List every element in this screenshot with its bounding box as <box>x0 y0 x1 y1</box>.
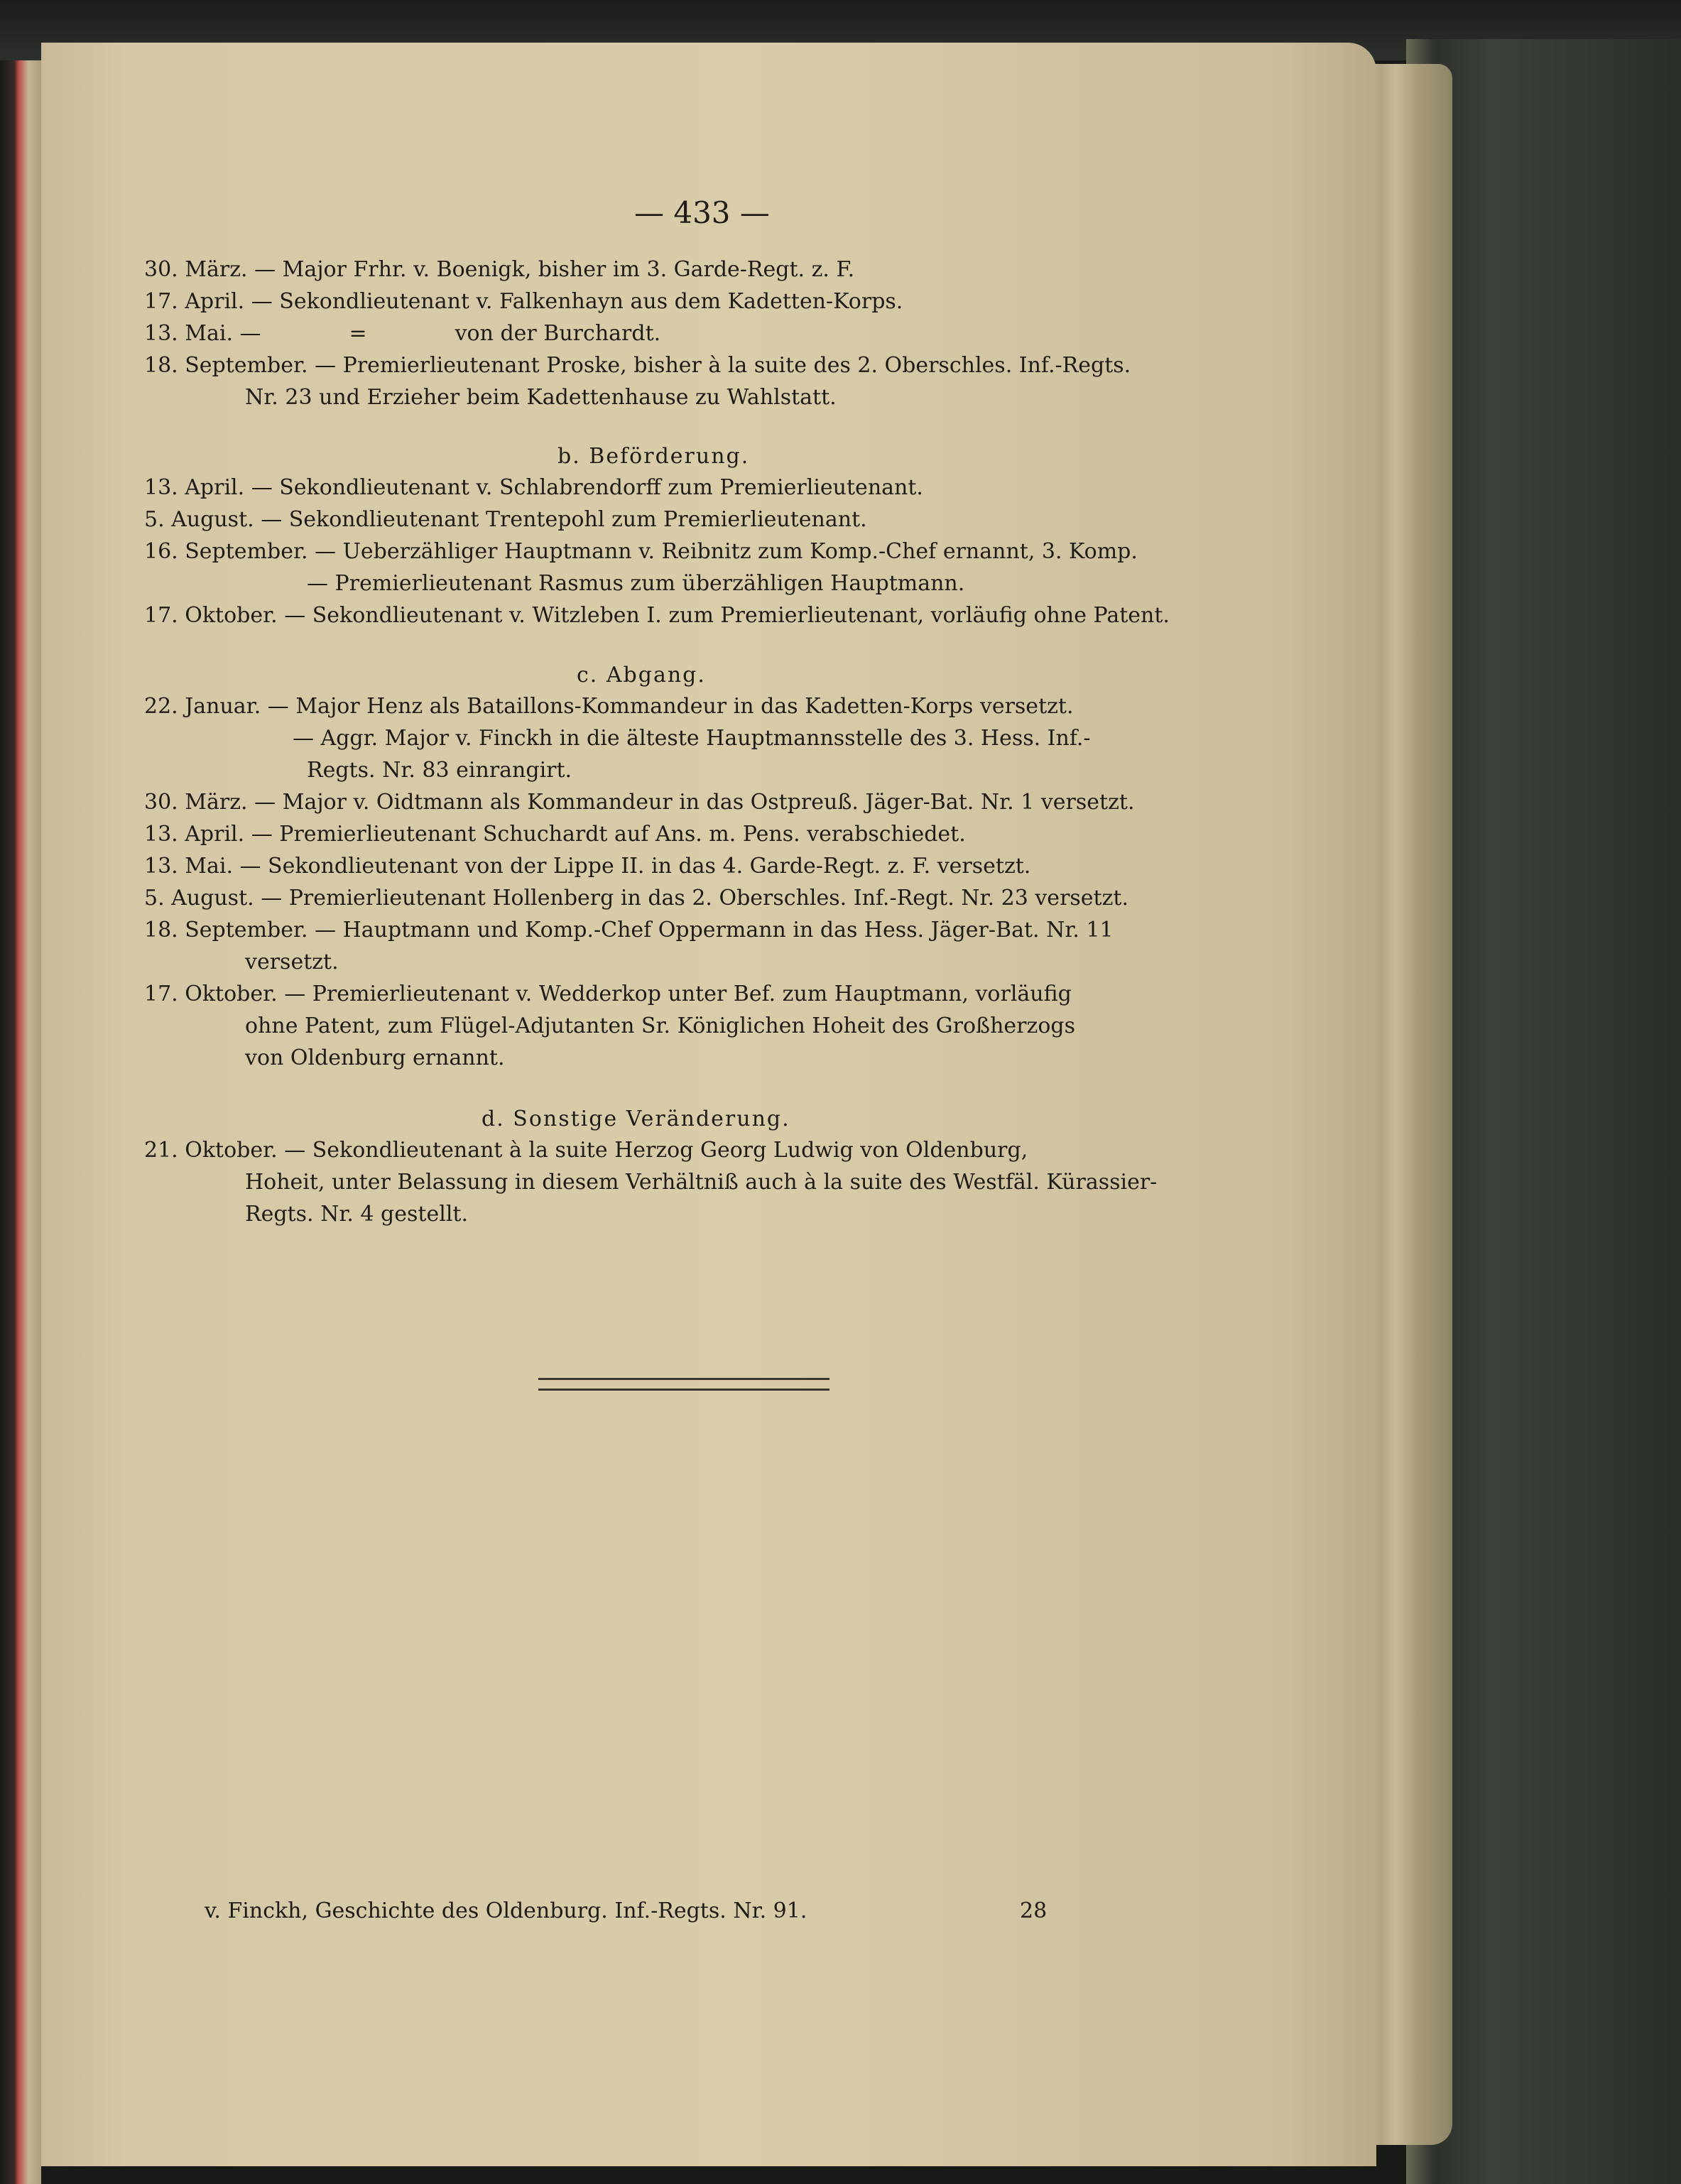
signature-mark: 28 <box>1020 1898 1048 1923</box>
entry-line: 18. September. — Premierlieutenant Proske, bisher à la suite des 2. Oberschles. Inf.-Regts. <box>144 353 1131 378</box>
entry-line: 18. September. — Hauptmann und Komp.-Chef Oppermann in das Hess. Jäger-Bat. Nr. 11 <box>144 918 1114 942</box>
page-number: — 433 — <box>634 195 770 230</box>
entry-line: 22. Januar. — Major Henz als Bataillons-Kommandeur in das Kadetten-Korps versetzt. <box>144 694 1074 719</box>
entry-line: von Oldenburg ernannt. <box>245 1045 505 1070</box>
entry-line: 5. August. — Premierlieutenant Hollenberg in das 2. Oberschles. Inf.-Regt. Nr. 23 versetzt. <box>144 886 1129 911</box>
entry-line: 13. April. — Sekondlieutenant v. Schlabrendorff zum Premierlieutenant. <box>144 475 923 500</box>
entry-line: — Premierlieutenant Rasmus zum überzähligen Hauptmann. <box>307 571 965 596</box>
entry-line: 17. Oktober. — Premierlieutenant v. Wedderkop unter Bef. zum Hauptmann, vorläufig <box>144 982 1072 1006</box>
section-heading-d: d. Sonstige Veränderung. <box>482 1107 790 1131</box>
entry-line: 13. Mai. — Sekondlieutenant von der Lippe II. in das 4. Garde-Regt. z. F. versetzt. <box>144 854 1031 879</box>
entry-line: 30. März. — Major Frhr. v. Boenigk, bisher im 3. Garde-Regt. z. F. <box>144 257 855 282</box>
entry-line: 17. Oktober. — Sekondlieutenant v. Witzleben I. zum Premierlieutenant, vorläufig ohne Patent. <box>144 603 1170 628</box>
book-page <box>41 43 1376 2166</box>
section-heading-c: c. Abgang. <box>577 663 706 688</box>
entry-line: 17. April. — Sekondlieutenant v. Falkenhayn aus dem Kadetten-Korps. <box>144 289 903 314</box>
entry-line: 13. April. — Premierlieutenant Schuchardt auf Ans. m. Pens. verabschiedet. <box>144 822 966 847</box>
footer-citation: v. Finckh, Geschichte des Oldenburg. Inf.-Regts. Nr. 91. <box>205 1898 807 1923</box>
entry-line: 13. Mai. — = von der Burchardt. <box>144 321 661 346</box>
entry-line: ohne Patent, zum Flügel-Adjutanten Sr. Königlichen Hoheit des Großherzogs <box>245 1014 1075 1038</box>
entry-line: 21. Oktober. — Sekondlieutenant à la suite Herzog Georg Ludwig von Oldenburg, <box>144 1138 1028 1163</box>
entry-line: Regts. Nr. 4 gestellt. <box>245 1202 469 1227</box>
entry-line: 30. März. — Major v. Oidtmann als Kommandeur in das Ostpreuß. Jäger-Bat. Nr. 1 versetzt. <box>144 790 1135 815</box>
left-page-edge <box>0 60 41 2184</box>
entry-line: 16. September. — Ueberzähliger Hauptmann v. Reibnitz zum Komp.-Chef ernannt, 3. Komp. <box>144 539 1138 564</box>
entry-line: Hoheit, unter Belassung in diesem Verhältniß auch à la suite des Westfäl. Kürassier- <box>245 1170 1158 1195</box>
entry-line: versetzt. <box>245 950 339 974</box>
section-heading-b: b. Beförderung. <box>557 444 750 469</box>
entry-line: Regts. Nr. 83 einrangirt. <box>307 758 572 783</box>
entry-line: 5. August. — Sekondlieutenant Trentepohl zum Premierlieutenant. <box>144 507 867 532</box>
entry-line: Nr. 23 und Erzieher beim Kadettenhause zu Wahlstatt. <box>245 385 837 410</box>
double-rule-divider <box>538 1378 829 1391</box>
entry-line: — Aggr. Major v. Finckh in die älteste Hauptmannsstelle des 3. Hess. Inf.- <box>293 726 1091 751</box>
